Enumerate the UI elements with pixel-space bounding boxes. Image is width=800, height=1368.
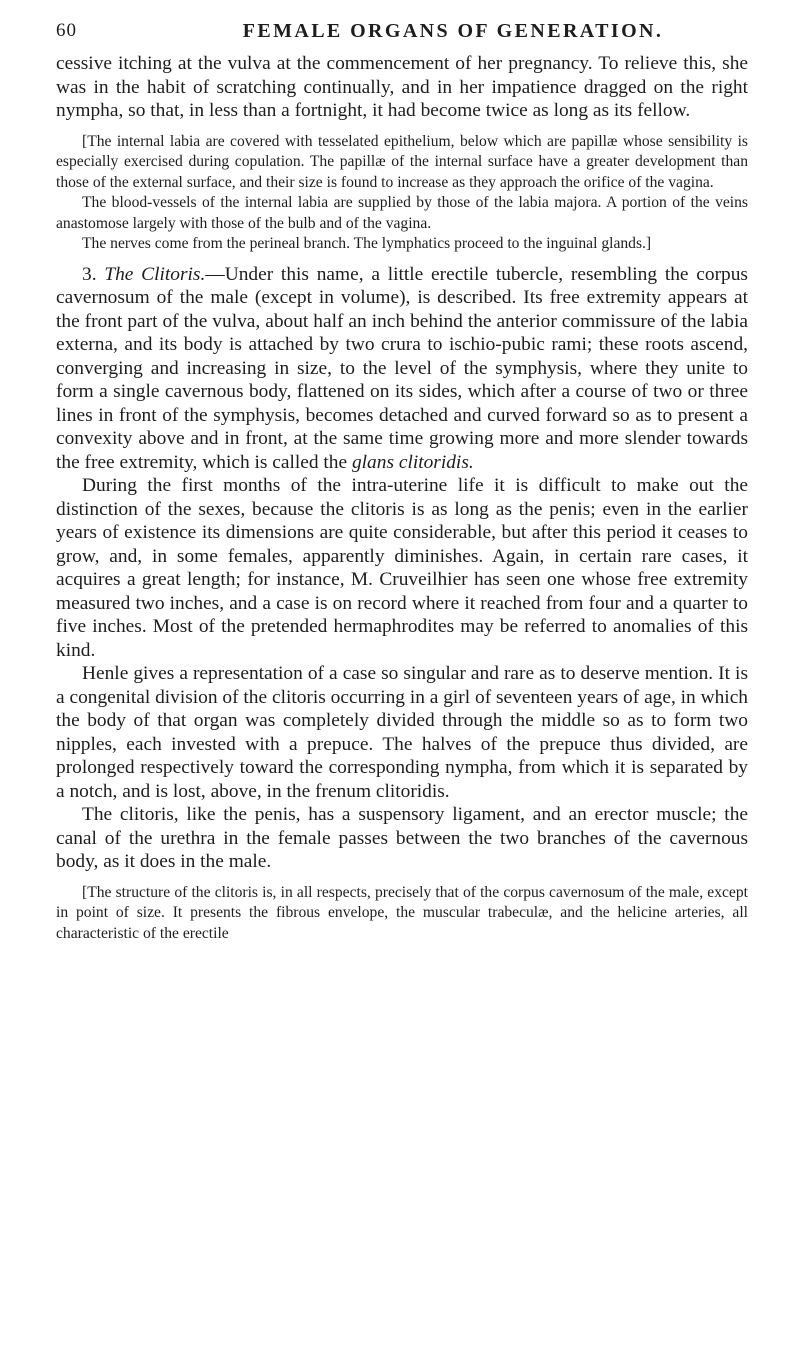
paragraph-continued: cessive itching at the vulva at the commencement of her pregnancy. To relieve this, she was in the habit of scratching continually, and in her impatience dragged on the right nympha, so that, in less than a fortnight, it had become twice as long as its fellow. xyxy=(56,53,748,121)
note-clitoris-structure: [The structure of the clitoris is, in all respects, precisely that of the corpus cavernosum of the male, except in point of size. It presents the fibrous envelope, the muscular trabeculæ, and the helicine arteries, all characteristic of the erectile xyxy=(56,883,748,942)
paragraph-henle: Henle gives a representation of a case so singular and rare as to deserve mention. It is a congenital division of the clitoris occurring in a girl of seventeen years of age, in which the body of that organ was completely divided through the middle so as to form two nipples, each invested with a prepuce. The halves of the prepuce thus divided, are prolonged respectively toward the corresponding nympha, from which it is separated by a notch, and is lost, above, in the frenum clitoridis. xyxy=(56,663,748,802)
paragraph-intra-uterine: During the first months of the intra-uterine life it is difficult to make out the distinction of the sexes, because the clitoris is as long as the penis; even in the earlier years of existence its dimensions are quite considerable, but after this period it ceases to grow, and, in some females, apparently diminishes. Again, in certain rare cases, it acquires a great length; for instance, M. Cruveilhier has seen one whose free extremity measured two inches, and a case is on record where it reached from four and a quarter to five inches. Most of the pretended hermaphrodites may be referred to anomalies of this kind. xyxy=(56,475,748,661)
section-number: 3. xyxy=(82,263,97,285)
body-text xyxy=(56,52,748,944)
note-internal-labia-vessels: The blood-vessels of the internal labia are supplied by those of the labia majora. A portion of the veins anastomose largely with those of the bulb and of the vagina. xyxy=(56,194,748,232)
page-header xyxy=(56,20,740,50)
note-internal-labia-nerves: The nerves come from the perineal branch. The lymphatics proceed to the inguinal glands.] xyxy=(82,235,652,252)
section-dash: — xyxy=(205,263,225,285)
section-clitoris-text: Under this name, a little erectile tubercle, resembling the corpus cavernosum of the male (except in volume), is described. Its free extremity appears at the front part of the vulva, about half an inch behind the anterior commissure of the labia externa, and its body is attached by two crura to ischio-pubic rami; these roots ascend, converging and increasing in size, to the level of the symphysis, where they unite to form a single cavernous body, flattened on its sides, which after a course of two or three lines in front of the symphysis, becomes detached and curved forward so as to present a convexity above and in front, at the same time growing more and more slender towards the free extremity, which is called the xyxy=(56,263,748,473)
note-internal-labia-epithelium: [The internal labia are covered with tesselated epithelium, below which are papillæ whose sensibility is especially exercised during copulation. The papillæ of the internal surface have a greater development than those of the external surface, and their size is found to increase as they approach the orifice of the vagina. xyxy=(56,132,748,191)
section-title: The Clitoris. xyxy=(104,263,206,285)
paragraph-suspensory-ligament: The clitoris, like the penis, has a suspensory ligament, and an erector muscle; the canal of the urethra in the female passes between the two branches of the cavernous body, as it does in the male. xyxy=(56,804,748,872)
running-title: FEMALE ORGANS OF GENERATION. xyxy=(242,20,664,42)
glans-clitoridis-term: glans clitoridis. xyxy=(351,451,474,473)
section-clitoris xyxy=(56,263,748,475)
page-number: 60 xyxy=(56,20,77,41)
